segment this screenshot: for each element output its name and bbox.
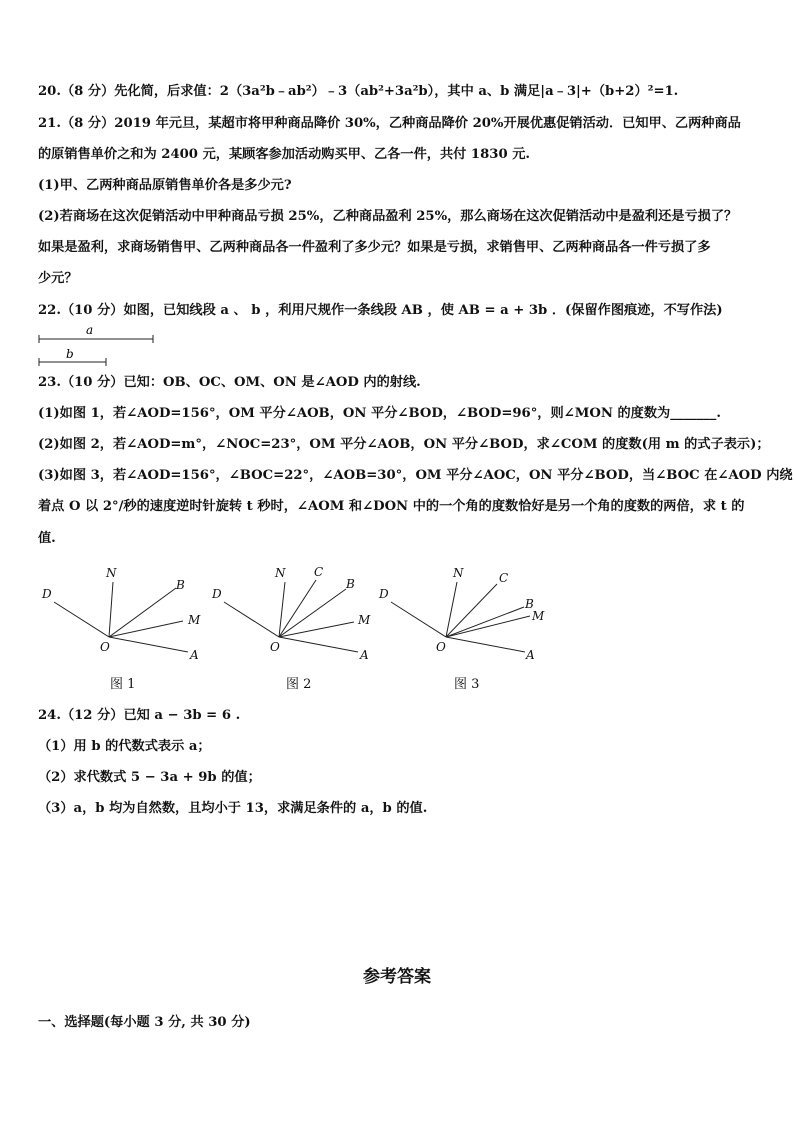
- fig2-label-C: C: [314, 565, 324, 579]
- q23-line-6: 值.: [38, 531, 56, 546]
- figure-2: [224, 580, 358, 652]
- answer-title: 参考答案: [363, 967, 431, 987]
- figure-1: [54, 582, 188, 652]
- fig1-label-A: A: [190, 648, 199, 662]
- q21-line-6: 少元？: [38, 271, 78, 286]
- fig1-label-O: O: [100, 640, 110, 654]
- q23-line-3: (2)如图 2，若∠AOD=m°，∠NOC=23°，OM 平分∠AOB，ON 平分∠BOD，求∠COM 的度数(用 m 的式子表示)；: [38, 437, 770, 452]
- fig3-label-N: N: [453, 566, 464, 580]
- fig2-label-A: A: [360, 648, 369, 662]
- q23-line-2: (1)如图 1，若∠AOD=156°，OM 平分∠AOB，ON 平分∠BOD，∠BOD=96°，则∠MON 的度数为_______.: [38, 406, 721, 421]
- fig1-label-N: N: [106, 566, 117, 580]
- figure-3: [391, 582, 530, 652]
- q24-line-2: （1）用 b 的代数式表示 a；: [38, 739, 211, 754]
- q23-line-5: 着点 O 以 2°/秒的速度逆时针旋转 t 秒时，∠AOM 和∠DON 中的一个角的度数恰好是另一个角的度数的两倍，求 t 的: [38, 499, 745, 514]
- fig1-label-B: B: [176, 578, 185, 592]
- segment-a-label: a: [86, 323, 94, 337]
- fig1-label-D: D: [42, 587, 52, 601]
- fig3-label-D: D: [379, 587, 389, 601]
- figure-1-caption: 图 1: [110, 677, 136, 692]
- q21-line-1: 21.（8 分）2019 年元旦，某超市将甲种商品降价 30%，乙种商品降价 20%开展优惠促销活动．已知甲、乙两种商品: [38, 116, 741, 131]
- fig2-label-M: M: [358, 613, 371, 627]
- fig3-label-M: M: [532, 609, 545, 623]
- q24-line-1: 24.（12 分）已知 a − 3b = 6 .: [38, 708, 241, 723]
- q22-text: 22.（10 分）如图，已知线段 a 、 b ，利用尺规作一条线段 AB ，使 AB = a + 3b ．(保留作图痕迹，不写作法): [38, 303, 723, 318]
- q23-line-1: 23.（10 分）已知：OB、OC、OM、ON 是∠AOD 内的射线.: [38, 375, 421, 390]
- section-1-heading: 一、选择题(每小题 3 分, 共 30 分): [38, 1015, 251, 1030]
- q23-line-4: (3)如图 3，若∠AOD=156°，∠BOC=22°，∠AOB=30°，OM 平分∠AOC，ON 平分∠BOD，当∠BOC 在∠AOD 内绕: [38, 468, 793, 483]
- fig1-label-M: M: [188, 613, 201, 627]
- fig3-label-O: O: [436, 640, 446, 654]
- figure-3-caption: 图 3: [454, 677, 480, 692]
- q22-segments-figure: [36, 320, 166, 366]
- fig2-label-B: B: [346, 577, 355, 591]
- fig3-label-C: C: [499, 571, 509, 585]
- q21-line-5: 如果是盈利，求商场销售甲、乙两种商品各一件盈利了多少元？如果是亏损，求销售甲、乙两种商品各一件亏损了多: [38, 240, 711, 255]
- q24-line-3: （2）求代数式 5 − 3a + 9b 的值；: [38, 770, 261, 785]
- figure-2-caption: 图 2: [286, 677, 312, 692]
- fig3-label-A: A: [526, 648, 535, 662]
- fig2-label-D: D: [212, 587, 222, 601]
- q20-text: 20.（8 分）先化简，后求值：2（3a²b﹣ab²）﹣3（ab²+3a²b），其中 a、b 满足|a﹣3|+（b+2）²=1.: [38, 84, 679, 99]
- segment-b-label: b: [66, 347, 74, 361]
- fig2-label-O: O: [270, 640, 280, 654]
- q21-line-4: (2)若商场在这次促销活动中甲种商品亏损 25%，乙种商品盈利 25%，那么商场在这次促销活动中是盈利还是亏损了？: [38, 209, 738, 224]
- q24-line-4: （3）a，b 均为自然数，且均小于 13，求满足条件的 a，b 的值.: [38, 801, 428, 816]
- q21-line-2: 的原销售单价之和为 2400 元，某顾客参加活动购买甲、乙各一件，共付 1830 元.: [38, 147, 530, 162]
- q21-line-3: (1)甲、乙两种商品原销售单价各是多少元?: [38, 178, 292, 193]
- fig3-label-B: B: [525, 597, 534, 611]
- fig2-label-N: N: [275, 566, 286, 580]
